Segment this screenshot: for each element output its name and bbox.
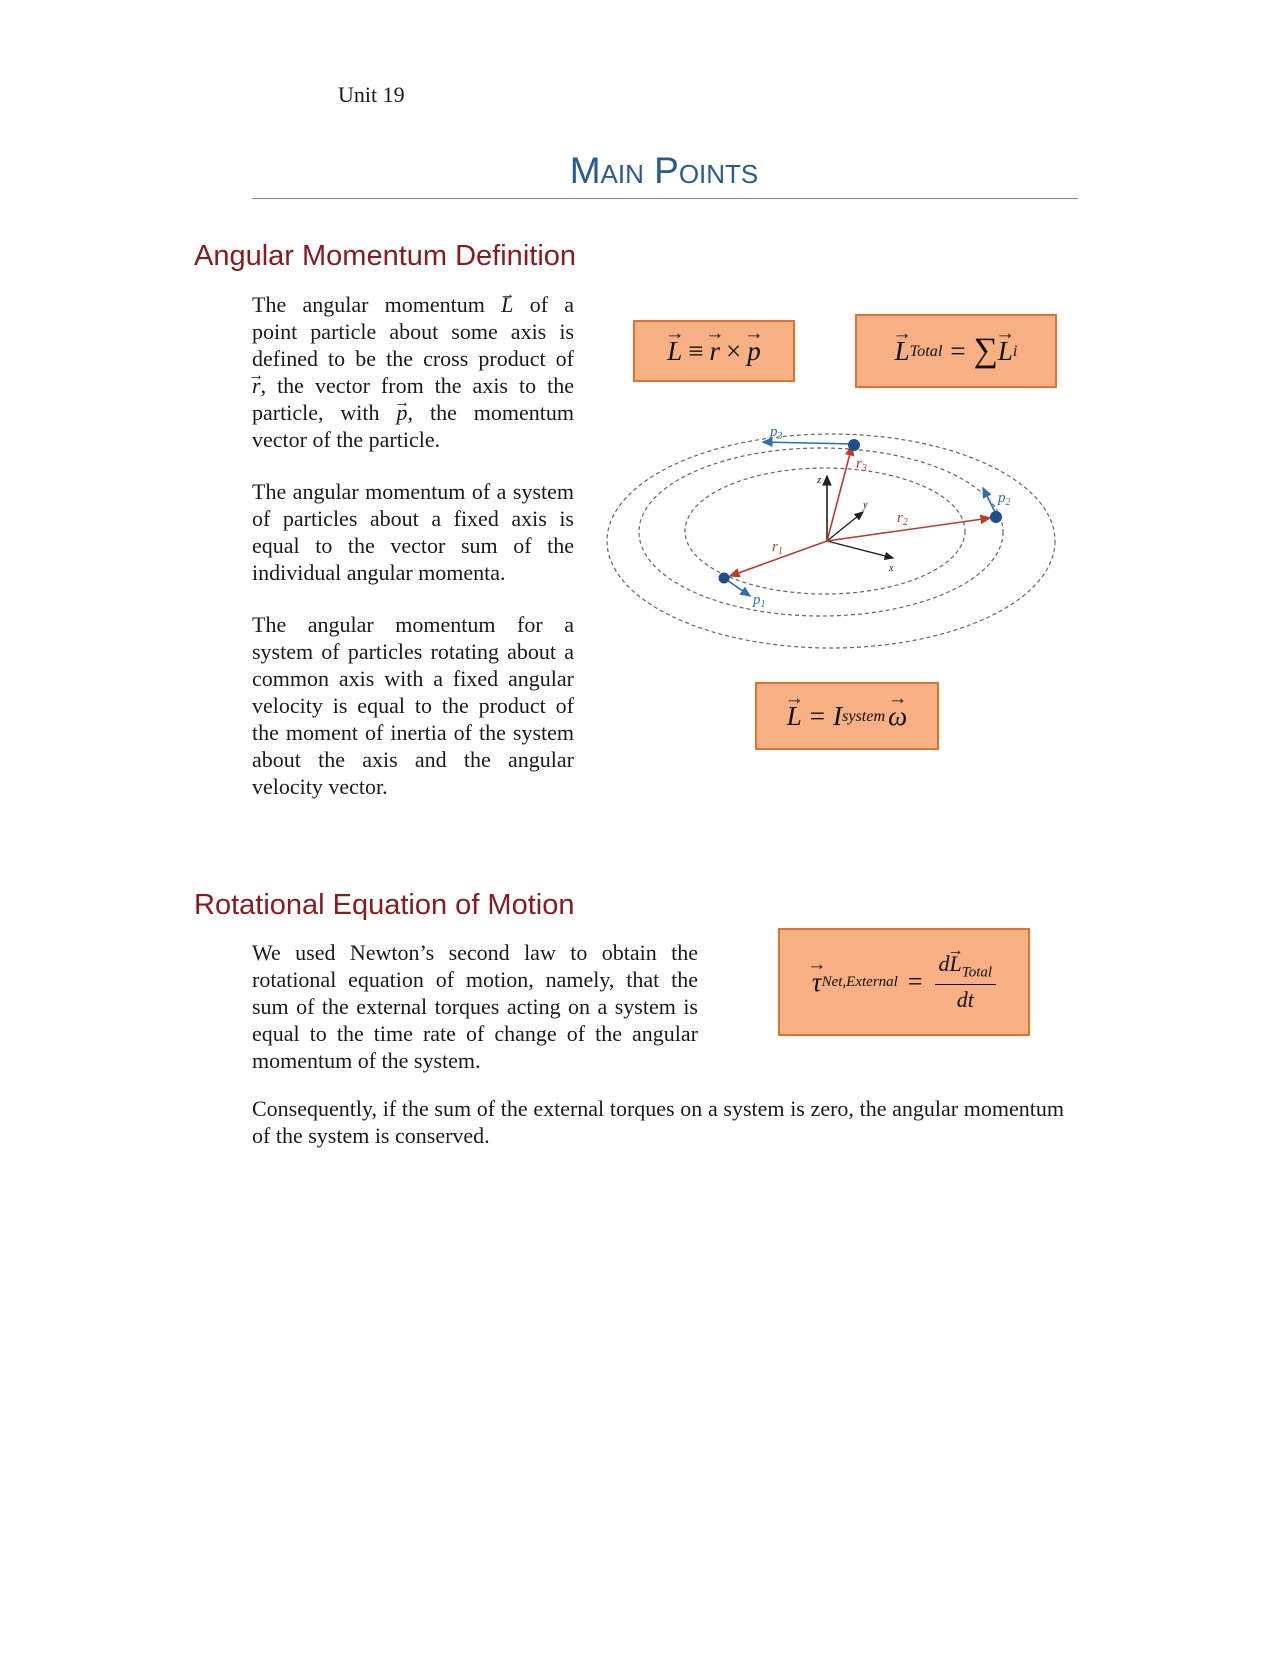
eq-symbol-L: → L (895, 336, 910, 367)
particle-1 (719, 573, 730, 584)
fraction (935, 951, 997, 1012)
unit-label: Unit 19 (338, 82, 405, 107)
eq-subscript: i (1012, 341, 1018, 360)
para-line: vector of the particle. (252, 427, 441, 452)
eq-subscript: system (842, 706, 886, 725)
equation-box-total-sum (855, 314, 1057, 388)
eq-symbol-d: d (938, 951, 950, 977)
eq-operator: = (950, 335, 966, 366)
eq-subscript: Net,External (821, 973, 898, 990)
symbol-p: → p (397, 399, 408, 426)
equation-box-cross-product (633, 320, 795, 382)
eq-symbol-L: → L (950, 951, 962, 977)
label-r1: $r_1$ (772, 539, 783, 557)
eq-symbol-L: → L (787, 701, 802, 732)
sum-symbol: ∑ (973, 332, 998, 369)
para-line: defined to be the cross product of (252, 346, 574, 371)
page-title-text: Main Points (569, 150, 759, 191)
fraction-numerator (935, 951, 997, 984)
text-fragment: , the vector from the axis to the (260, 373, 574, 398)
section-heading-rotational-equation: Rotational Equation of Motion (194, 889, 575, 921)
x-axis (827, 541, 893, 558)
eq-symbol-I: I (833, 700, 843, 731)
eq-operator: ≡ (688, 335, 704, 366)
label-z: z (817, 474, 822, 486)
eq-symbol-L: → L (998, 336, 1013, 367)
para-conservation: Consequently, if the sum of the external torques on a system is zero, the angular momentum of the system is conserved. (252, 1096, 1064, 1148)
r3-vector (827, 446, 852, 541)
eq-operator: = (809, 700, 826, 731)
label-p1: $p_1$ (753, 592, 766, 610)
para-line (252, 291, 574, 318)
equation-box-inertia (755, 682, 939, 750)
label-x: x (889, 563, 894, 574)
eq-symbol-tau: → τ (812, 967, 822, 998)
p3-vector (763, 442, 853, 444)
text-fragment: particle, with (252, 400, 380, 425)
text-fragment: The angular momentum (252, 292, 485, 317)
fraction-denominator: dt (956, 986, 974, 1012)
label-p3: $p_3$ (770, 424, 783, 442)
equation-box-torque (778, 928, 1030, 1036)
symbol-L: → L (501, 291, 513, 318)
eq-symbol-r: → r (710, 336, 721, 367)
section-heading-angular-momentum: Angular Momentum Definition (194, 240, 577, 272)
para-line (252, 399, 574, 426)
particle-2 (990, 511, 1002, 523)
eq-symbol-p: → p (747, 336, 761, 367)
para-angular-momentum-definition (252, 291, 574, 453)
label-y: y (863, 500, 868, 511)
eq-symbol-omega: → ω (888, 701, 907, 732)
para-system-angular-momentum: The angular momentum of a system of particles about a fixed axis is equal to the vector sum of the individual angular momenta. (252, 479, 574, 585)
eq-subscript: Total (961, 964, 993, 981)
para-newton-second-law: We used Newton’s second law to obtain the rotational equation of motion, namely, that the sum of the external torques acting on a system is equal to the time rate of change of the angular momentum of the system. (252, 940, 698, 1073)
particle-3 (848, 439, 860, 451)
para-line: point particle about some axis is (252, 319, 574, 344)
label-p2: $p_2$ (998, 490, 1011, 508)
title-divider (252, 198, 1078, 199)
symbol-r: → r (252, 372, 261, 399)
para-fixed-angular-velocity: The angular momentum for a system of particles rotating about a common axis with a fixed angular velocity is equal to the product of the moment of inertia of the system about the axis and the angular velocity vector. (252, 612, 574, 799)
text-fragment: , the momentum (407, 400, 575, 425)
eq-subscript: Total (909, 341, 943, 360)
para-line (252, 372, 574, 399)
text-fragment: of a (529, 292, 575, 317)
label-r2: $r_2$ (897, 510, 908, 528)
eq-operator: = (907, 967, 923, 996)
particle-system-figure (605, 408, 1065, 660)
eq-symbol-L: → L (667, 336, 682, 367)
page-title (250, 150, 1078, 192)
eq-operator: × (726, 335, 742, 366)
label-r3: $r_3$ (856, 456, 867, 474)
